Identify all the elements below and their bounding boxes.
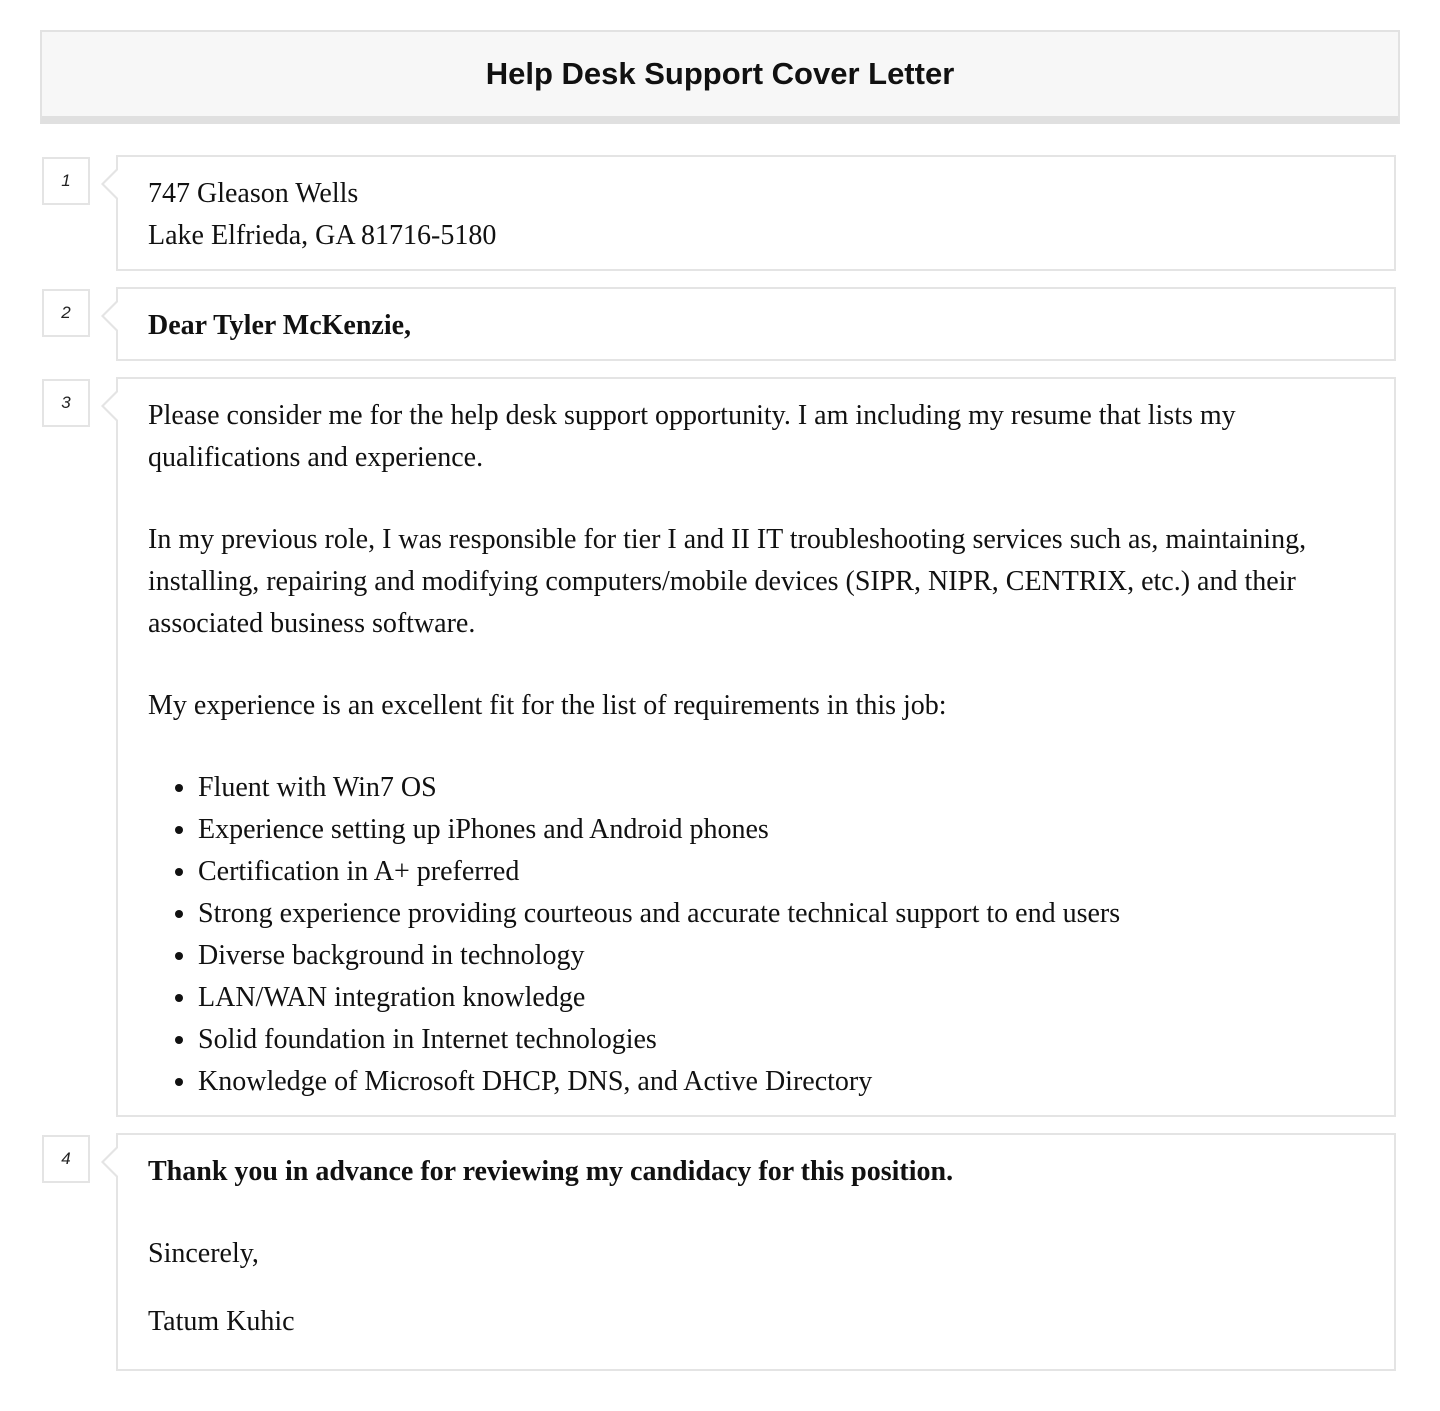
body-paragraph-1: Please consider me for the help desk support opportunity. I am including my resume that lists my qualifications and experience. (148, 400, 1236, 473)
page-title: Help Desk Support Cover Letter (485, 56, 955, 91)
list-item: • Certification in A+ preferred (198, 851, 1364, 893)
salutation-section (116, 287, 1396, 361)
address-line-1: 747 Gleason Wells (148, 178, 359, 209)
list-item: • Solid foundation in Internet technologies (198, 1019, 1364, 1061)
list-item: • Diverse background in technology (198, 935, 1364, 977)
requirements-list (148, 767, 1364, 1103)
closing-signoff: Sincerely, (148, 1238, 259, 1269)
signature-name: Tatum Kuhic (148, 1306, 295, 1337)
body-section (116, 377, 1396, 1117)
address-line-2: Lake Elfrieda, GA 81716-5180 (148, 220, 497, 251)
salutation-text: Dear Tyler McKenzie, (148, 310, 412, 341)
list-item: • Experience setting up iPhones and Android phones (198, 809, 1364, 851)
body-paragraph-3: My experience is an excellent fit for the list of requirements in this job: (148, 690, 947, 721)
list-item: • Strong experience providing courteous and accurate technical support to end users (198, 893, 1364, 935)
page-header (40, 30, 1400, 124)
list-item: • Fluent with Win7 OS (198, 767, 1364, 809)
list-item: • LAN/WAN integration knowledge (198, 977, 1364, 1019)
body-paragraph-2: In my previous role, I was responsible for tier I and II IT troubleshooting services such as, maintaining, installing, repairing and modifying computers/mobile devices (SIPR, NIPR, CENTRIX, etc.) and their associated business software. (148, 524, 1307, 639)
list-item: • Knowledge of Microsoft DHCP, DNS, and Active Directory (198, 1061, 1364, 1103)
address-section (116, 155, 1396, 271)
section-number-2: 2 (42, 289, 90, 337)
section-number-3: 3 (42, 379, 90, 427)
section-number-4: 4 (42, 1135, 90, 1183)
closing-thanks: Thank you in advance for reviewing my candidacy for this position. (148, 1156, 954, 1187)
closing-section (116, 1133, 1396, 1371)
section-number-1: 1 (42, 157, 90, 205)
